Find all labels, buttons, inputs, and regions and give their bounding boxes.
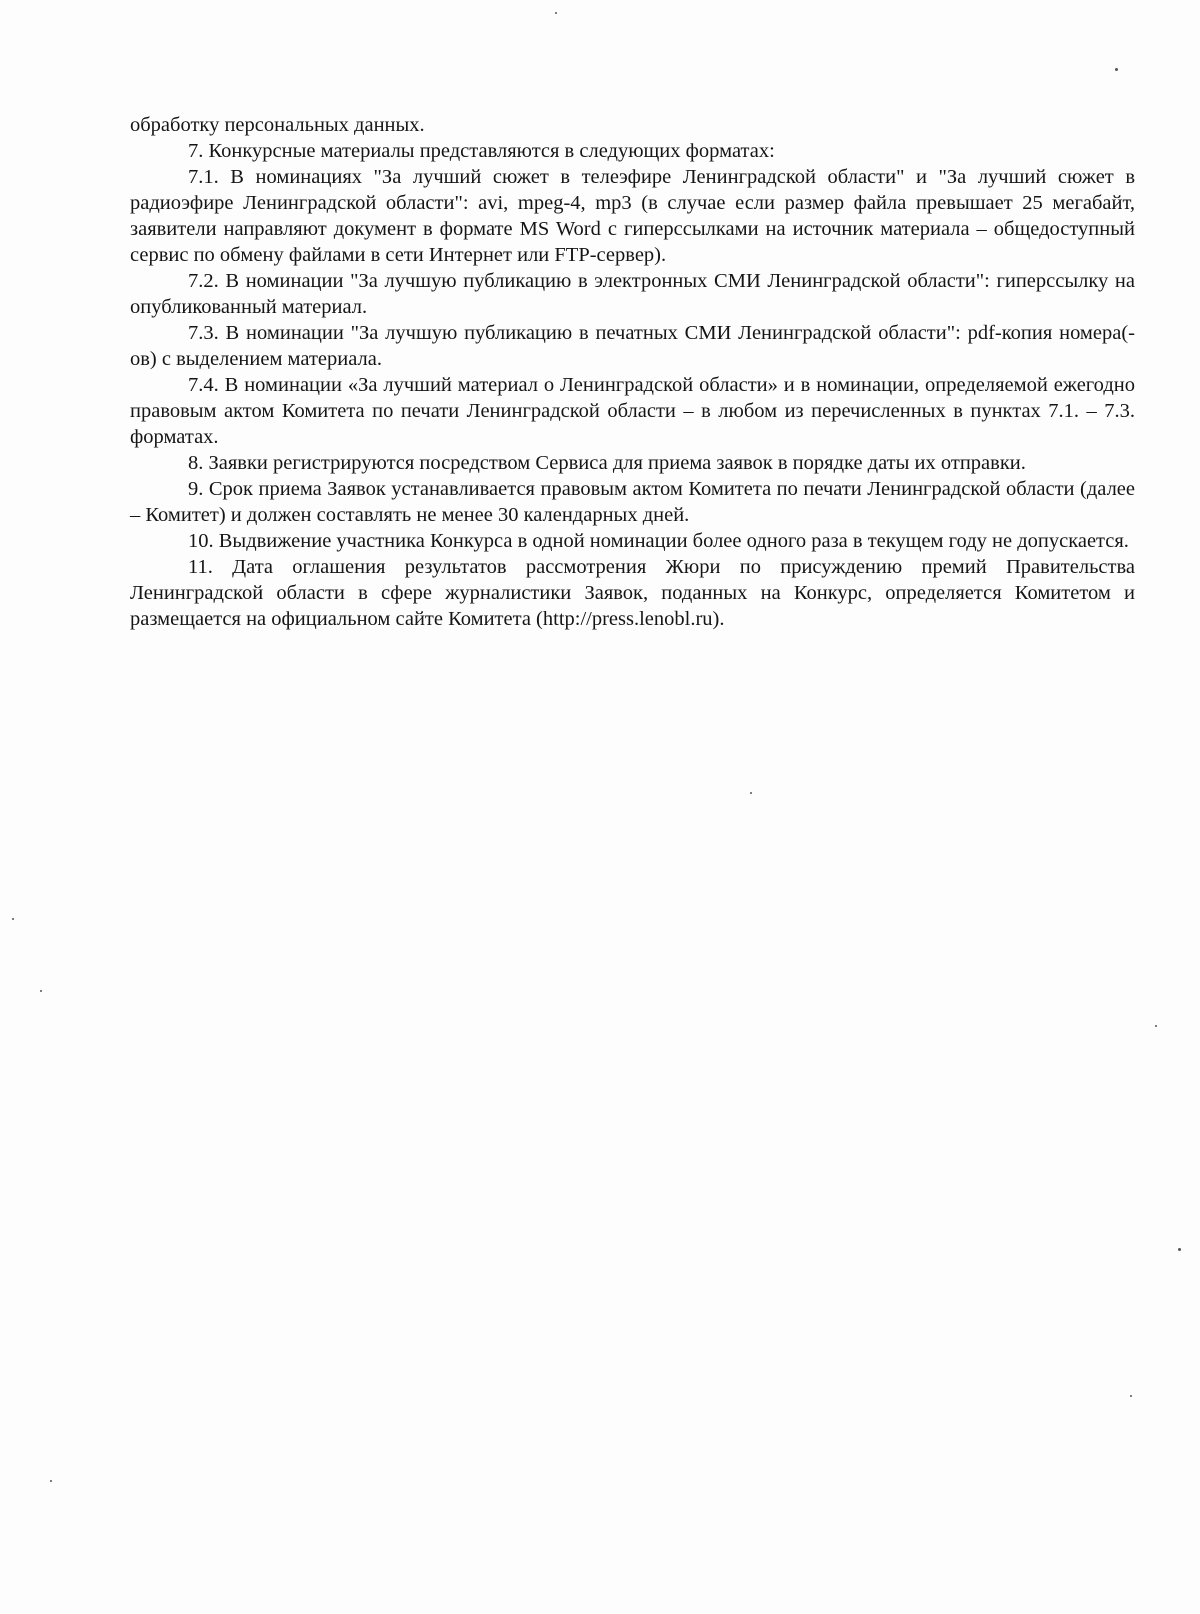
document-body bbox=[130, 112, 1135, 632]
scan-speck bbox=[750, 792, 752, 794]
paragraph-8: 8. Заявки регистрируются посредством Сервиса для приема заявок в порядке даты их отправки. bbox=[188, 452, 1026, 474]
scan-speck bbox=[50, 1480, 52, 1482]
paragraph-7-1: 7.1. В номинациях "За лучший сюжет в телеэфире Ленинградской области" и "За лучший сюжет в радиоэфире Ленинградской области": avi, mpeg-4, mp3 (в случае если размер файла превышает 25 мегабайт, заявители направляют документ в формате MS Word с гиперссылками на источник материала – общедоступный сервис по обмену файлами в сети Интернет или FTP-сервер). bbox=[130, 166, 1135, 266]
paragraph-7: 7. Конкурсные материалы представляются в следующих форматах: bbox=[188, 140, 775, 162]
paragraph-9: 9. Срок приема Заявок устанавливается правовым актом Комитета по печати Ленинградской области (далее – Комитет) и должен составлять не менее 30 календарных дней. bbox=[130, 478, 1135, 526]
scan-speck bbox=[12, 918, 14, 920]
scan-speck bbox=[1115, 68, 1118, 71]
paragraph-7-2: 7.2. В номинации "За лучшую публикацию в электронных СМИ Ленинградской области": гиперссылку на опубликованный материал. bbox=[130, 270, 1135, 318]
paragraph-continuation: обработку персональных данных. bbox=[130, 114, 425, 136]
scan-speck bbox=[40, 990, 42, 992]
paragraph-7-4: 7.4. В номинации «За лучший материал о Ленинградской области» и в номинации, определяемой ежегодно правовым актом Комитета по печати Ленинградской области – в любом из перечисленных в пунктах 7.1. – 7.3. форматах. bbox=[130, 374, 1135, 448]
paragraph-7-3: 7.3. В номинации "За лучшую публикацию в печатных СМИ Ленинградской области": pdf-копия номера(-ов) с выделением материала. bbox=[130, 322, 1135, 370]
scan-speck bbox=[1130, 1395, 1132, 1397]
paragraph-10: 10. Выдвижение участника Конкурса в одной номинации более одного раза в текущем году не допускается. bbox=[188, 530, 1129, 552]
scan-speck bbox=[1155, 1025, 1157, 1027]
scan-speck bbox=[555, 12, 557, 14]
paragraph-11: 11. Дата оглашения результатов рассмотрения Жюри по присуждению премий Правительства Ленинградской области в сфере журналистики Заявок, поданных на Конкурс, определяется Комитетом и размещается на официальном сайте Комитета (http://press.lenobl.ru). bbox=[130, 556, 1135, 630]
scan-speck bbox=[1178, 1248, 1181, 1251]
